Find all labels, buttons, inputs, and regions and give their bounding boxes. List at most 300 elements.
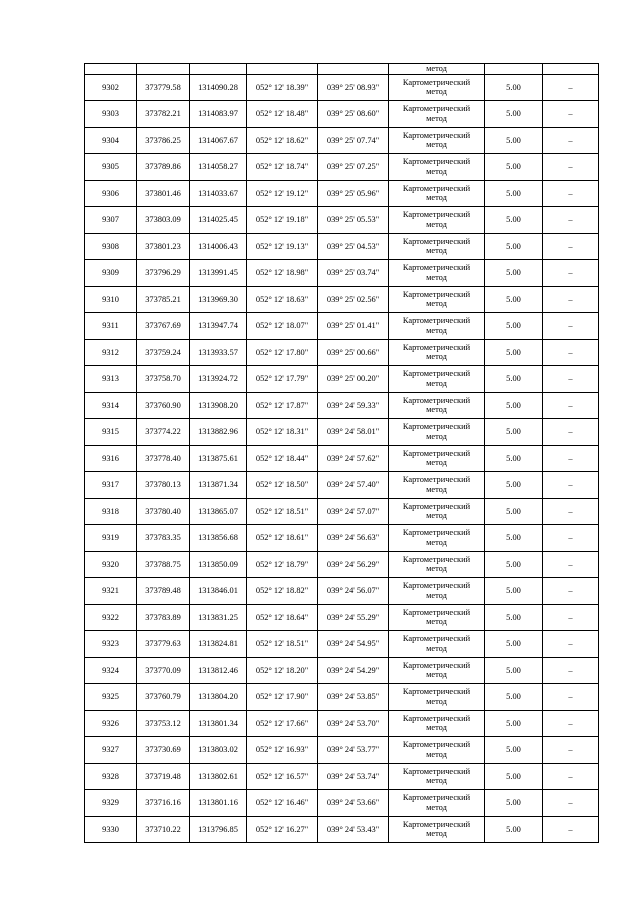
table-row — [85, 604, 599, 631]
longitude-cell: 039° 24' 57.62" — [318, 445, 389, 472]
point-number-cell: 9310 — [85, 286, 137, 313]
method-line-2: метод — [426, 378, 447, 388]
note-cell: – — [543, 790, 599, 817]
point-number-cell: 9329 — [85, 790, 137, 817]
accuracy-cell: 5.00 — [485, 127, 543, 154]
note-cell: – — [543, 74, 599, 101]
method-line-1: Картометрический — [402, 448, 471, 458]
latitude-cell: 052° 12' 16.46" — [247, 790, 318, 817]
method-line-1: Картометрический — [402, 687, 471, 697]
method-cell — [389, 74, 485, 101]
accuracy-cell: 5.00 — [485, 657, 543, 684]
method-cell — [389, 657, 485, 684]
point-number-cell: 9305 — [85, 154, 137, 181]
latitude-cell: 052° 12' 18.20" — [247, 657, 318, 684]
point-number-cell: 9325 — [85, 684, 137, 711]
x-coordinate-cell: 373774.22 — [137, 419, 190, 446]
method-line-1: Картометрический — [402, 660, 471, 670]
x-coordinate-cell: 373779.58 — [137, 74, 190, 101]
latitude-cell: 052° 12' 18.62" — [247, 127, 318, 154]
latitude-cell: 052° 12' 18.74" — [247, 154, 318, 181]
table-row — [85, 392, 599, 419]
y-coordinate-cell: 1313824.81 — [190, 631, 247, 658]
method-line-2: метод — [426, 299, 447, 309]
note-cell: – — [543, 472, 599, 499]
note-cell: – — [543, 180, 599, 207]
method-line-2: метод — [426, 193, 447, 203]
note-cell: – — [543, 127, 599, 154]
method-line-1: Картометрический — [402, 395, 471, 405]
method-cell — [389, 631, 485, 658]
accuracy-cell: 5.00 — [485, 207, 543, 234]
method-line-2: метод — [426, 643, 447, 653]
longitude-cell: 039° 25' 03.74" — [318, 260, 389, 287]
accuracy-cell: 5.00 — [485, 339, 543, 366]
latitude-cell: 052° 12' 19.13" — [247, 233, 318, 260]
y-coordinate-cell: 1313865.07 — [190, 498, 247, 525]
x-coordinate-cell: 373796.29 — [137, 260, 190, 287]
x-coordinate-cell: 373783.35 — [137, 525, 190, 552]
note-cell: – — [543, 419, 599, 446]
table-row — [85, 816, 599, 843]
method-cell — [389, 233, 485, 260]
longitude-cell: 039° 25' 08.93" — [318, 74, 389, 101]
longitude-cell: 039° 24' 53.70" — [318, 710, 389, 737]
point-number-cell: 9327 — [85, 737, 137, 764]
x-coordinate-cell: 373782.21 — [137, 101, 190, 128]
longitude-cell: 039° 24' 57.07" — [318, 498, 389, 525]
latitude-cell: 052° 12' 19.12" — [247, 180, 318, 207]
method-line-2: метод — [426, 802, 447, 812]
latitude-cell: 052° 12' 18.82" — [247, 578, 318, 605]
method-line-2: метод — [426, 87, 447, 97]
note-cell: – — [543, 604, 599, 631]
x-coordinate-cell: 373789.48 — [137, 578, 190, 605]
method-line-1: Картометрический — [402, 263, 471, 273]
longitude-cell: 039° 25' 08.60" — [318, 101, 389, 128]
note-cell: – — [543, 684, 599, 711]
longitude-cell: 039° 24' 54.95" — [318, 631, 389, 658]
accuracy-cell: 5.00 — [485, 154, 543, 181]
note-cell: – — [543, 392, 599, 419]
method-cell — [389, 419, 485, 446]
table-cell — [247, 64, 318, 75]
method-line-2: метод — [426, 113, 447, 123]
point-number-cell: 9304 — [85, 127, 137, 154]
method-line-2: метод — [426, 511, 447, 521]
method-line-2: метод — [426, 590, 447, 600]
longitude-cell: 039° 24' 53.66" — [318, 790, 389, 817]
latitude-cell: 052° 12' 18.48" — [247, 101, 318, 128]
x-coordinate-cell: 373785.21 — [137, 286, 190, 313]
table-cell — [190, 64, 247, 75]
method-cell — [389, 684, 485, 711]
y-coordinate-cell: 1313991.45 — [190, 260, 247, 287]
accuracy-cell: 5.00 — [485, 392, 543, 419]
method-line-2: метод — [426, 405, 447, 415]
point-number-cell: 9313 — [85, 366, 137, 393]
accuracy-cell: 5.00 — [485, 604, 543, 631]
coordinates-table — [84, 63, 599, 843]
longitude-cell: 039° 24' 53.43" — [318, 816, 389, 843]
y-coordinate-cell: 1314083.97 — [190, 101, 247, 128]
longitude-cell: 039° 24' 56.07" — [318, 578, 389, 605]
latitude-cell: 052° 12' 17.90" — [247, 684, 318, 711]
y-coordinate-cell: 1313908.20 — [190, 392, 247, 419]
latitude-cell: 052° 12' 18.63" — [247, 286, 318, 313]
y-coordinate-cell: 1313924.72 — [190, 366, 247, 393]
table-row — [85, 498, 599, 525]
y-coordinate-cell: 1313871.34 — [190, 472, 247, 499]
table-row — [85, 710, 599, 737]
x-coordinate-cell: 373770.09 — [137, 657, 190, 684]
method-cell — [389, 207, 485, 234]
x-coordinate-cell: 373719.48 — [137, 763, 190, 790]
note-cell: – — [543, 207, 599, 234]
point-number-cell: 9303 — [85, 101, 137, 128]
table-row — [85, 684, 599, 711]
table-cell — [485, 64, 543, 75]
latitude-cell: 052° 12' 17.80" — [247, 339, 318, 366]
y-coordinate-cell: 1314033.67 — [190, 180, 247, 207]
note-cell: – — [543, 260, 599, 287]
longitude-cell: 039° 24' 54.29" — [318, 657, 389, 684]
longitude-cell: 039° 25' 02.56" — [318, 286, 389, 313]
table-cell — [318, 64, 389, 75]
accuracy-cell: 5.00 — [485, 737, 543, 764]
method-line-2: метод — [426, 670, 447, 680]
method-line-2: метод — [426, 564, 447, 574]
table-row — [85, 286, 599, 313]
method-line-1: Картометрический — [402, 607, 471, 617]
method-line-1: Картометрический — [402, 713, 471, 723]
table-row — [85, 631, 599, 658]
point-number-cell: 9308 — [85, 233, 137, 260]
method-fragment-cell: метод — [389, 64, 485, 75]
method-line-2: метод — [426, 352, 447, 362]
point-number-cell: 9307 — [85, 207, 137, 234]
latitude-cell: 052° 12' 18.64" — [247, 604, 318, 631]
note-cell: – — [543, 313, 599, 340]
table-cell — [137, 64, 190, 75]
method-line-2: метод — [426, 537, 447, 547]
longitude-cell: 039° 24' 57.40" — [318, 472, 389, 499]
x-coordinate-cell: 373801.23 — [137, 233, 190, 260]
accuracy-cell: 5.00 — [485, 551, 543, 578]
point-number-cell: 9321 — [85, 578, 137, 605]
method-cell — [389, 551, 485, 578]
accuracy-cell: 5.00 — [485, 419, 543, 446]
accuracy-cell: 5.00 — [485, 101, 543, 128]
method-cell — [389, 260, 485, 287]
table-row — [85, 445, 599, 472]
x-coordinate-cell: 373759.24 — [137, 339, 190, 366]
table-row — [85, 74, 599, 101]
method-cell — [389, 366, 485, 393]
point-number-cell: 9316 — [85, 445, 137, 472]
method-line-1: Картометрический — [402, 369, 471, 379]
accuracy-cell: 5.00 — [485, 286, 543, 313]
method-line-1: Картометрический — [402, 501, 471, 511]
longitude-cell: 039° 24' 56.63" — [318, 525, 389, 552]
y-coordinate-cell: 1313831.25 — [190, 604, 247, 631]
note-cell: – — [543, 233, 599, 260]
method-line-2: метод — [426, 458, 447, 468]
x-coordinate-cell: 373778.40 — [137, 445, 190, 472]
point-number-cell: 9322 — [85, 604, 137, 631]
method-cell — [389, 180, 485, 207]
method-cell — [389, 154, 485, 181]
method-cell — [389, 578, 485, 605]
y-coordinate-cell: 1314090.28 — [190, 74, 247, 101]
table-row — [85, 737, 599, 764]
point-number-cell: 9319 — [85, 525, 137, 552]
method-cell — [389, 313, 485, 340]
accuracy-cell: 5.00 — [485, 180, 543, 207]
note-cell: – — [543, 339, 599, 366]
table-cell — [543, 64, 599, 75]
longitude-cell: 039° 25' 00.20" — [318, 366, 389, 393]
latitude-cell: 052° 12' 18.61" — [247, 525, 318, 552]
method-line-1: Картометрический — [402, 183, 471, 193]
note-cell: – — [543, 578, 599, 605]
y-coordinate-cell: 1313802.61 — [190, 763, 247, 790]
x-coordinate-cell: 373783.89 — [137, 604, 190, 631]
latitude-cell: 052° 12' 16.27" — [247, 816, 318, 843]
method-cell — [389, 101, 485, 128]
method-line-1: Картометрический — [402, 581, 471, 591]
accuracy-cell: 5.00 — [485, 498, 543, 525]
method-line-1: Картометрический — [402, 793, 471, 803]
latitude-cell: 052° 12' 18.50" — [247, 472, 318, 499]
point-number-cell: 9328 — [85, 763, 137, 790]
method-line-1: Картометрический — [402, 157, 471, 167]
x-coordinate-cell: 373780.40 — [137, 498, 190, 525]
table-row — [85, 525, 599, 552]
note-cell: – — [543, 710, 599, 737]
x-coordinate-cell: 373788.75 — [137, 551, 190, 578]
point-number-cell: 9312 — [85, 339, 137, 366]
y-coordinate-cell: 1313801.34 — [190, 710, 247, 737]
method-line-1: Картометрический — [402, 130, 471, 140]
y-coordinate-cell: 1313882.96 — [190, 419, 247, 446]
note-cell: – — [543, 551, 599, 578]
latitude-cell: 052° 12' 18.51" — [247, 498, 318, 525]
accuracy-cell: 5.00 — [485, 366, 543, 393]
note-cell: – — [543, 525, 599, 552]
method-line-2: метод — [426, 219, 447, 229]
table-row — [85, 127, 599, 154]
x-coordinate-cell: 373786.25 — [137, 127, 190, 154]
x-coordinate-cell: 373779.63 — [137, 631, 190, 658]
method-line-1: Картометрический — [402, 422, 471, 432]
table-continuation-row — [85, 64, 599, 75]
y-coordinate-cell: 1313846.01 — [190, 578, 247, 605]
method-line-2: метод — [426, 696, 447, 706]
x-coordinate-cell: 373760.79 — [137, 684, 190, 711]
y-coordinate-cell: 1314067.67 — [190, 127, 247, 154]
y-coordinate-cell: 1314025.45 — [190, 207, 247, 234]
method-line-1: Картометрический — [402, 528, 471, 538]
longitude-cell: 039° 25' 05.53" — [318, 207, 389, 234]
latitude-cell: 052° 12' 18.51" — [247, 631, 318, 658]
table-row — [85, 763, 599, 790]
y-coordinate-cell: 1313803.02 — [190, 737, 247, 764]
point-number-cell: 9318 — [85, 498, 137, 525]
method-cell — [389, 790, 485, 817]
accuracy-cell: 5.00 — [485, 578, 543, 605]
table-row — [85, 207, 599, 234]
table-row — [85, 472, 599, 499]
latitude-cell: 052° 12' 18.07" — [247, 313, 318, 340]
point-number-cell: 9317 — [85, 472, 137, 499]
point-number-cell: 9306 — [85, 180, 137, 207]
y-coordinate-cell: 1313969.30 — [190, 286, 247, 313]
x-coordinate-cell: 373760.90 — [137, 392, 190, 419]
table-row — [85, 154, 599, 181]
method-cell — [389, 710, 485, 737]
method-line-1: Картометрический — [402, 316, 471, 326]
point-number-cell: 9326 — [85, 710, 137, 737]
latitude-cell: 052° 12' 17.79" — [247, 366, 318, 393]
note-cell: – — [543, 763, 599, 790]
method-cell — [389, 286, 485, 313]
point-number-cell: 9330 — [85, 816, 137, 843]
method-line-1: Картометрический — [402, 104, 471, 114]
method-line-2: метод — [426, 431, 447, 441]
note-cell: – — [543, 816, 599, 843]
x-coordinate-cell: 373716.16 — [137, 790, 190, 817]
y-coordinate-cell: 1314006.43 — [190, 233, 247, 260]
point-number-cell: 9309 — [85, 260, 137, 287]
accuracy-cell: 5.00 — [485, 790, 543, 817]
x-coordinate-cell: 373801.46 — [137, 180, 190, 207]
longitude-cell: 039° 24' 55.29" — [318, 604, 389, 631]
longitude-cell: 039° 24' 58.01" — [318, 419, 389, 446]
method-line-1: Картометрический — [402, 634, 471, 644]
latitude-cell: 052° 12' 17.87" — [247, 392, 318, 419]
longitude-cell: 039° 24' 53.74" — [318, 763, 389, 790]
method-line-2: метод — [426, 140, 447, 150]
table-row — [85, 233, 599, 260]
accuracy-cell: 5.00 — [485, 816, 543, 843]
table-row — [85, 260, 599, 287]
method-cell — [389, 604, 485, 631]
x-coordinate-cell: 373710.22 — [137, 816, 190, 843]
x-coordinate-cell: 373780.13 — [137, 472, 190, 499]
longitude-cell: 039° 25' 01.41" — [318, 313, 389, 340]
method-line-2: метод — [426, 246, 447, 256]
accuracy-cell: 5.00 — [485, 525, 543, 552]
method-line-2: метод — [426, 776, 447, 786]
latitude-cell: 052° 12' 16.93" — [247, 737, 318, 764]
method-line-1: Картометрический — [402, 766, 471, 776]
y-coordinate-cell: 1313804.20 — [190, 684, 247, 711]
point-number-cell: 9311 — [85, 313, 137, 340]
x-coordinate-cell: 373803.09 — [137, 207, 190, 234]
table-row — [85, 419, 599, 446]
method-line-1: Картометрический — [402, 210, 471, 220]
y-coordinate-cell: 1314058.27 — [190, 154, 247, 181]
table-row — [85, 180, 599, 207]
y-coordinate-cell: 1313812.46 — [190, 657, 247, 684]
note-cell: – — [543, 498, 599, 525]
method-cell — [389, 816, 485, 843]
latitude-cell: 052° 12' 18.98" — [247, 260, 318, 287]
latitude-cell: 052° 12' 18.79" — [247, 551, 318, 578]
method-line-2: метод — [426, 325, 447, 335]
accuracy-cell: 5.00 — [485, 313, 543, 340]
longitude-cell: 039° 24' 56.29" — [318, 551, 389, 578]
longitude-cell: 039° 25' 05.96" — [318, 180, 389, 207]
table-row — [85, 339, 599, 366]
method-line-2: метод — [426, 617, 447, 627]
point-number-cell: 9314 — [85, 392, 137, 419]
longitude-cell: 039° 25' 07.25" — [318, 154, 389, 181]
x-coordinate-cell: 373753.12 — [137, 710, 190, 737]
method-line-1: Картометрический — [402, 740, 471, 750]
y-coordinate-cell: 1313801.16 — [190, 790, 247, 817]
method-cell — [389, 472, 485, 499]
accuracy-cell: 5.00 — [485, 74, 543, 101]
note-cell: – — [543, 366, 599, 393]
note-cell: – — [543, 286, 599, 313]
x-coordinate-cell: 373789.86 — [137, 154, 190, 181]
accuracy-cell: 5.00 — [485, 631, 543, 658]
note-cell: – — [543, 154, 599, 181]
table-cell — [85, 64, 137, 75]
note-cell: – — [543, 657, 599, 684]
x-coordinate-cell: 373767.69 — [137, 313, 190, 340]
longitude-cell: 039° 25' 00.66" — [318, 339, 389, 366]
longitude-cell: 039° 24' 53.77" — [318, 737, 389, 764]
point-number-cell: 9315 — [85, 419, 137, 446]
method-line-2: метод — [426, 166, 447, 176]
y-coordinate-cell: 1313933.57 — [190, 339, 247, 366]
method-line-2: метод — [426, 723, 447, 733]
table-row — [85, 657, 599, 684]
method-line-1: Картометрический — [402, 475, 471, 485]
x-coordinate-cell: 373730.69 — [137, 737, 190, 764]
table-row — [85, 366, 599, 393]
accuracy-cell: 5.00 — [485, 763, 543, 790]
method-line-1: Картометрический — [402, 342, 471, 352]
method-cell — [389, 392, 485, 419]
method-line-2: метод — [426, 272, 447, 282]
note-cell: – — [543, 101, 599, 128]
point-number-cell: 9324 — [85, 657, 137, 684]
y-coordinate-cell: 1313796.85 — [190, 816, 247, 843]
method-cell — [389, 525, 485, 552]
accuracy-cell: 5.00 — [485, 710, 543, 737]
method-line-1: Картометрический — [402, 554, 471, 564]
note-cell: – — [543, 737, 599, 764]
y-coordinate-cell: 1313947.74 — [190, 313, 247, 340]
table-row — [85, 551, 599, 578]
method-line-2: метод — [426, 749, 447, 759]
latitude-cell: 052° 12' 18.31" — [247, 419, 318, 446]
method-cell — [389, 498, 485, 525]
method-cell — [389, 445, 485, 472]
latitude-cell: 052° 12' 18.44" — [247, 445, 318, 472]
method-line-1: Картометрический — [402, 289, 471, 299]
x-coordinate-cell: 373758.70 — [137, 366, 190, 393]
accuracy-cell: 5.00 — [485, 233, 543, 260]
point-number-cell: 9320 — [85, 551, 137, 578]
latitude-cell: 052° 12' 19.18" — [247, 207, 318, 234]
latitude-cell: 052° 12' 17.66" — [247, 710, 318, 737]
note-cell: – — [543, 445, 599, 472]
